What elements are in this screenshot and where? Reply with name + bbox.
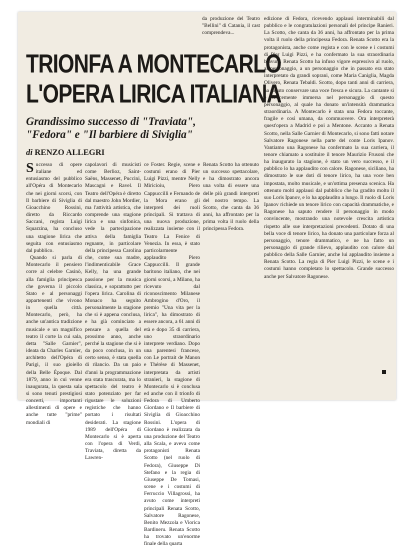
- drop-cap: S: [26, 161, 34, 176]
- headline-line-2: L'OPERA LIRICA ITALIANA: [26, 80, 282, 109]
- article-end-mark: [382, 370, 386, 374]
- subtitle-line-2: "Fedora" e "Il barbiere di Siviglia": [26, 128, 193, 141]
- article-column-top-middle: da produzione del Teatro "Bellini" di Catania, il cast comprendeva...: [202, 16, 260, 37]
- article-column-4: [203, 162, 259, 234]
- column-1-paragraph-2: Quando si parla di Montecarlo il pensiero corre al celebre Casinò, alla famiglia principesca che governa il piccolo Stato e al personaggi appartenenti che vivono in quella città. Montecarlo, però, ha anche un'antica tradizione musicale e un magnifico teatro il corte la cui sala, detta "Salle Garnier", ideata da Charles Garnier, architetto dell'Opéra di Parigi, il suo gioiello della Belle Époque. Dal 1879, anno in cui venne inaugurata, la questa sala si sono tenuti prestigiosi concerti, importanti allestimenti di opere e anche tutte "prime" mondiali di: [26, 255, 82, 426]
- article-column-3: [144, 162, 200, 548]
- column-4-text: Renata Scotto ha ottenuto un successo spettacolare, e ha dimostrato ancora una volta di essere una delle più grandi interpreti del nostro tempo. La Scotto, che canta da 36 anni, ha affrontato per la prima volta il ruolo della principessa Fedora.: [203, 162, 259, 233]
- article-column-right: edizione di Fedora, ricevendo applausi interminabili dal pubblico e le congratulazioni personali del principe Ranieri. La Scotto, che canta da 36 anni, ha affrontato per la prima volta il ruolo della principessa Fedora. Renata Scotto era la protagonista, anche come regista e con le scene e i costumi di Pier Luigi Pizzi, e ha confermato la sua straordinaria bravura. Renata Scotto ha infuso vigore espressivo al ruolo, al personaggio, a un personaggio che in passato era stato interpretato da grandi soprani, come Maria Caniglia, Magda Olivero, Renata Tebaldi. Scotto, dopo tanti anni di carriera, ha saputo conservare una voce fresca e sicura. La cantante si è felicemente immersa nel personaggio di questo personaggio, al quale ha donato un'intensità drammatica straordinaria. A Montecarlo è stata una Fedora toccante, fragile e così umana, da commuovere. Ora interpreterà quest'opera a Madrid e poi a Mentone. Accanto a Renata Scotto, nella Salle Garnier di Montecarlo, si sono fatti notare Salvatore Ragonese nella parte del conte Loris Ipanov. Vantiamo una Ragonese ha confermato la sua carriera, il tenore chiamato a sostituire il tenore Maurizio Frusoni che ha inaugurato la stagione, è stato un vero successo, e il pubblico lo ha applaudito con calore. Ragonese, siciliano, ha dimostrato le sue doti di tenore lirico, ha una voce ben impostata, molto musicale, e un'ottima presenza scenica. Ha ottenuto molti applausi dal pubblico che ha gradito molto il suo Loris Ipanov, e lo ha applaudito a lungo. Il ruolo di Loris Ipanov richiede un tenore lirico con capacità drammatiche, e Ragonese ha saputo rendere il personaggio in modo convincente, mostrando una notevole crescita artistica rispetto alle sue interpretazioni precedenti. Dotato di una bella voce di tenore lirico, ha donato una particolare forza al personaggio, tenore drammatico, e ne ha fatto un personaggio di grande rilievo, applaudito con calore dal pubblico della Salle Garnier, anche lui applaudito insieme a Renata Scotto. La regia di Pier Luigi Pizzi, le scene e i costumi hanno completato lo spettacolo. Grande successo anche per Salvatore Ragonese.: [264, 16, 394, 280]
- column-2-text: capolavori di musicisti come Berlioz, Saint-Saëns, Massenet, Puccini, Mascagni e Ravel. Il Teatro dell'Opéra è diretto dal maestro John Mordier, ma l'attività artistica, che comprende una stagione lirica e una sinfonica, vede la partecipazione attiva della famiglia regnante, in particolare della principessa Carolina che, come sua madre, l'indimenticabile Grace Kelly, ha una grande passione per la musica classica, e soprattutto per l'opera lirica. Carolina di Monaco ha seguito personalmente la stagione che si è appena conclusa, e ha già cominciato a pensare a quella del prossimo anno, anche perché la stagione che si è da poco conclusa, in un certo senso, è stata quella di rilancio. Da un paio d'anni la programmazione era stata trascurata, ma lo spettacolo del teatro è stato potenziato per far rigustare le soluzioni registiche che hanno portato i risultati desiderati. La stagione 1989 dell'Opéra di Montecarlo si è aperta con l'opera di Verdi, Traviata, diretta da Lawren-: [85, 162, 141, 462]
- column-3-text: ce Foster. Regie, scene e costumi erano di Pier Luigi Pizzi, mentre Nelly Miricioiu, Piero Cappuccilli e Fernando de la Mora erano gli interpreti dei ruoli principali. Si trattava di una nuova produzione, realizzata insieme con il Teatro La Fenice di Venezia. In essa, è stato particolarmente applaudito Piero Cappuccilli. Il grande baritono italiano, che nei giorni scorsi, a Milano, ha ricevuto dal riconoscimento Milanese Ambrogino d'Oro, il premio "Una vita per la lirica", ha dimostrato di essere ancora, a 61 anni di età e dopo 35 di carriera, uno straordinario interprete verdiano. Dopo una parentesi francese, con Le portrait de Manon e Thérèse di Massenet, interpretata da artisti stranieri, la stagione di Montecarlo si è conclusa ed anche con il trionfo di Fedora di Umberto Giordano e Il barbiere di Siviglia di Gioacchino Rossini. L'opera di Giordano è realizzata da una produzione del Teatro alla Scala, e aveva come protagonisti Renata Scotto (nel ruolo di Fedora), Giuseppe Di Stefano e la regia di Giuseppe De Tomasi, scene e i costumi di Ferruccio Villagrossi, ha avuto come interpreti principali Renata Scotto, Salvatore Ragonese, Benito Mezzola e Viorica Bardineru. Renata Scotto ha trovato un'enorme finale della quarta: [144, 162, 200, 548]
- headline-line-1: TRIONFA A MONTECARLO: [26, 50, 282, 79]
- article-column-1: [26, 162, 82, 427]
- byline-prefix: di: [26, 148, 33, 157]
- column-1-paragraph-1: [26, 162, 82, 255]
- subtitle-line-1: Grandissimo successo di "Traviata",: [26, 116, 196, 128]
- column-1-text-1: uccesso di opere italiane ed entusiasmo del pubblico all'Opéra di Montecarlo che nei giorni scorsi, con Il barbiere di Siviglia di Gioacchino Rossini, diretto da Riccardo Saccani, regista Luigi Squarzina, ha concluso una stagione lirica che seguita con entusiasmo dal pubblico.: [26, 162, 82, 254]
- newspaper-clipping: [18, 12, 396, 548]
- article-subtitle: [26, 116, 260, 141]
- article-column-2: [85, 162, 141, 463]
- article-headline: [26, 50, 282, 110]
- article-byline: [26, 148, 260, 158]
- byline-author: RENZO ALLEGRI: [34, 148, 105, 157]
